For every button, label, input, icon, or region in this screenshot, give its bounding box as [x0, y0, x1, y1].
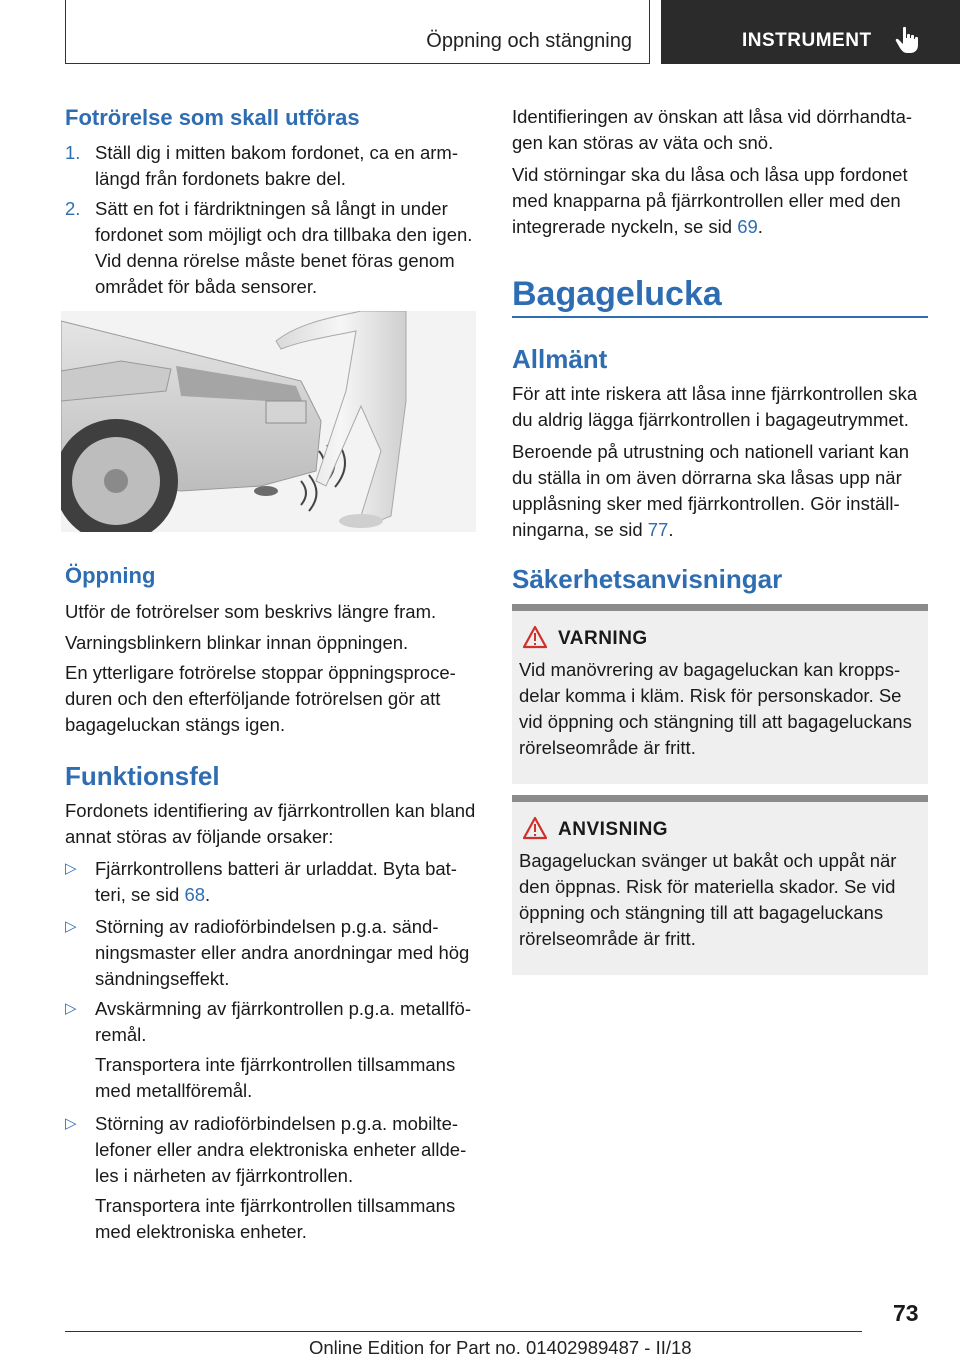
warning-title: VARNING: [558, 628, 648, 649]
bullet-marker: ▷: [65, 1115, 77, 1132]
heading-fotrorelse: Fotrörelse som skall utföras: [65, 105, 360, 130]
car-foot-illustration: [61, 311, 476, 532]
bullet-subtext: Transportera inte fjärrkontrollen tillsammans med elektroniska enheter.: [95, 1195, 456, 1242]
notice-title: ANVISNING: [558, 819, 669, 840]
bullet-marker: ▷: [65, 918, 77, 935]
page-link-68[interactable]: 68: [184, 884, 206, 905]
page-number: 73: [893, 1300, 919, 1326]
heading-divider: [512, 316, 928, 318]
heading-bagagelucka: Bagagelucka: [512, 275, 722, 313]
bullet-text: Avskärmning av fjärrkontrollen p.g.a. metallföremål.: [95, 998, 472, 1045]
bullet-marker: ▷: [65, 1000, 77, 1017]
warning-box: [512, 604, 928, 784]
notice-text: Bagageluckan svänger ut bakåt och uppåt när den öppnas. Risk för materiella skador. Se vid öppning och stängning till att bagageluckans rörelseområde är fritt.: [519, 850, 897, 949]
paragraph: För att inte riskera att låsa inne fjärrkontrollen ska du aldrig lägga fjärrkontrollen i bagageutrymmet.: [512, 383, 918, 430]
step-text: Sätt en fot i färdriktningen så långt in under fordonet som möjligt och dra tillbaka den igen. Vid denna rörelse måste benet föras genom området för båda sensorer.: [95, 198, 473, 297]
bullet-text: Störning av radioförbindelsen p.g.a. sändningsmaster eller andra anordningar med hög sändningseffekt.: [95, 916, 470, 989]
warning-bar: [512, 604, 928, 611]
warning-text: Vid manövrering av bagageluckan kan kroppsdelar komma i kläm. Risk för personskador. Se vid öppning och stängning till att bagageluckans rörelseområde är fritt.: [519, 659, 912, 758]
heading-allmant: Allmänt: [512, 344, 608, 374]
illustration-foot-gesture: [61, 311, 476, 532]
bullet-marker: ▷: [65, 860, 77, 877]
footer-rule: [65, 1331, 862, 1332]
bullet-text: Störning av radioförbindelsen p.g.a. mobiltelefoner eller andra elektroniska enheter alldeles i närheten av fjärrkontrollen.: [95, 1113, 467, 1186]
paragraph: Fordonets identifiering av fjärrkontrollen kan bland annat störas av följande orsaker:: [65, 800, 476, 847]
paragraph: Varningsblinkern blinkar innan öppningen.: [65, 632, 409, 653]
step-number: 1.: [65, 142, 81, 163]
paragraph: Identifieringen av önskan att låsa vid dörrhandtagen kan störas av väta och snö.: [512, 106, 913, 153]
notice-box: [512, 795, 928, 975]
paragraph: Utför de fotrörelser som beskrivs längre fram.: [65, 601, 437, 622]
notice-bar: [512, 795, 928, 802]
bullet-subtext: Transportera inte fjärrkontrollen tillsammans med metallföremål.: [95, 1054, 456, 1101]
heading-sakerhetsanvisningar: Säkerhetsanvisningar: [512, 564, 783, 594]
page-link-69[interactable]: 69: [737, 216, 758, 237]
paragraph: En ytterligare fotrörelse stoppar öppningsproceduren och den efterföljande fotrörelsen gör att bagageluckan stängs igen.: [65, 662, 456, 735]
page-link-77[interactable]: 77: [647, 519, 669, 540]
chapter-tab-label: INSTRUMENT: [742, 30, 872, 51]
hand-pointer-icon: [895, 26, 921, 54]
heading-funktionsfel: Funktionsfel: [65, 761, 220, 791]
step-text: Ställ dig i mitten bakom fordonet, ca en armlängd från fordonets bakre del.: [95, 142, 458, 189]
paragraph: Beroende på utrustning och nationell variant kan du ställa in om även dörrarna ska låsas upp när upplåsning sker med fjärrkontrollen. Gör inställningarna, se sid 77.: [512, 441, 909, 540]
heading-oppning: Öppning: [65, 563, 156, 588]
footer-edition: Online Edition for Part no. 01402989487 - II/18: [309, 1337, 692, 1358]
bullet-text: Fjärrkontrollens batteri är urladdat. Byta batteri, se sid 68.: [95, 858, 457, 905]
warning-triangle-icon: [522, 816, 548, 840]
warning-triangle-icon: [522, 625, 548, 649]
step-number: 2.: [65, 198, 81, 219]
section-title: Öppning och stängning: [426, 30, 632, 52]
paragraph: Vid störningar ska du låsa och låsa upp fordonet med knapparna på fjärrkontrollen eller med den integrerade nyckeln, se sid 69.: [512, 164, 908, 237]
